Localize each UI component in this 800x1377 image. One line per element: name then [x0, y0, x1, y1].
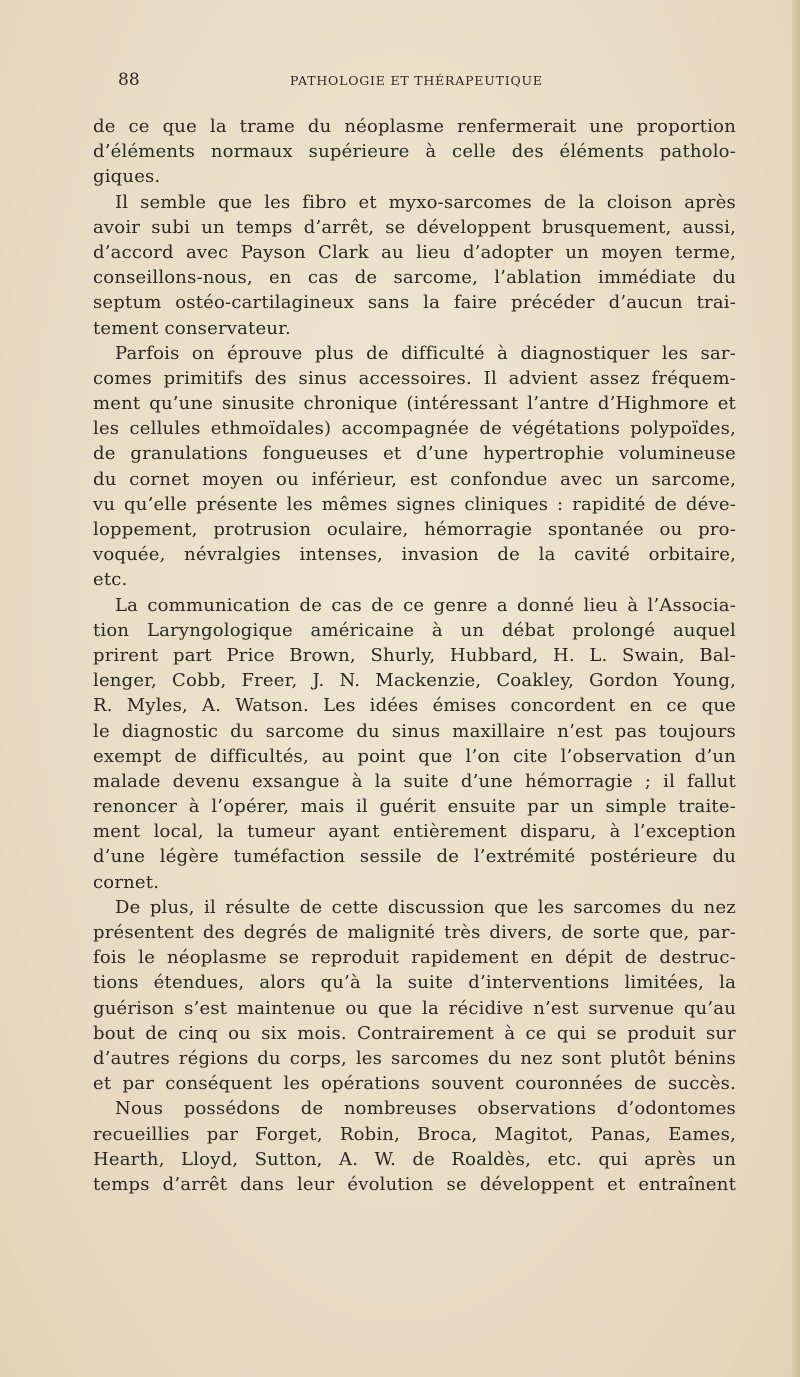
text-line: exempt de difficultés, au point que l’on cite l’observation d’un — [93, 745, 736, 767]
text-line: septum ostéo-cartilagineux sans la faire précéder d’aucun trai- — [93, 292, 736, 314]
body-text — [93, 114, 736, 1197]
text-line: La communication de cas de ce genre a donné lieu à l’Associa- — [115, 594, 736, 616]
text-line: R. Myles, A. Watson. Les idées émises concordent en ce que — [93, 695, 736, 717]
page-header — [118, 68, 686, 94]
text-line: du cornet moyen ou inférieur, est confondue avec un sarcome, — [93, 468, 736, 490]
text-line: d’une légère tuméfaction sessile de l’extrémité postérieure du — [93, 846, 736, 868]
text-line: le diagnostic du sarcome du sinus maxillaire n’est pas toujours — [93, 720, 736, 742]
text-line: fois le néoplasme se reproduit rapidement en dépit de destruc- — [93, 947, 736, 969]
text-line: bout de cinq ou six mois. Contrairement à ce qui se produit sur — [93, 1022, 736, 1044]
text-line: comes primitifs des sinus accessoires. Il advient assez fréquem- — [93, 367, 736, 389]
text-line: Nous possédons de nombreuses observations d’odontomes — [115, 1098, 736, 1120]
text-line: tions étendues, alors qu’à la suite d’interventions limitées, la — [93, 972, 736, 994]
page-number: 88 — [118, 70, 140, 90]
text-line: tion Laryngologique américaine à un débat prolongé auquel — [93, 619, 736, 641]
text-line: d’éléments normaux supérieure à celle des éléments patholo- — [93, 141, 736, 163]
text-line: Parfois on éprouve plus de difficulté à diagnostiquer les sar- — [115, 342, 736, 364]
text-line: guérison s’est maintenue ou que la récidive n’est survenue qu’au — [93, 997, 736, 1019]
text-line: temps d’arrêt dans leur évolution se développent et entraînent — [93, 1173, 736, 1195]
text-line: lenger, Cobb, Freer, J. N. Mackenzie, Coakley, Gordon Young, — [93, 670, 736, 692]
text-line: ment qu’une sinusite chronique (intéressant l’antre d’Highmore et — [93, 393, 736, 415]
text-line: etc. — [93, 569, 128, 591]
text-line: de ce que la trame du néoplasme renfermerait une proportion — [93, 116, 736, 137]
text-line: ment local, la tumeur ayant entièrement disparu, à l’exception — [93, 821, 736, 843]
page-edge — [792, 0, 800, 1377]
text-line: malade devenu exsangue à la suite d’une hémorragie ; il fallut — [93, 770, 736, 792]
text-line: renoncer à l’opérer, mais il guérit ensuite par un simple traite- — [93, 796, 736, 818]
text-line: Il semble que les fibro et myxo-sarcomes de la cloison après — [115, 191, 736, 213]
text-line: présentent des degrés de malignité très divers, de sorte que, par- — [93, 922, 736, 943]
text-line: voquée, névralgies intenses, invasion de la cavité orbitaire, — [93, 544, 736, 566]
text-line: de granulations fongueuses et d’une hypertrophie volumineuse — [93, 443, 736, 465]
text-line: et par conséquent les opérations souvent couronnées de succès. — [93, 1073, 736, 1095]
text-line: giques. — [93, 166, 161, 188]
text-line: d’accord avec Payson Clark au lieu d’adopter un moyen terme, — [93, 241, 736, 263]
text-line: De plus, il résulte de cette discussion que les sarcomes du nez — [115, 896, 736, 918]
text-line: prirent part Price Brown, Shurly, Hubbard, H. L. Swain, Bal- — [93, 644, 736, 666]
text-line: cornet. — [93, 871, 160, 893]
text-line: tement conservateur. — [93, 317, 291, 339]
text-line: conseillons-nous, en cas de sarcome, l’ablation immédiate du — [93, 267, 736, 289]
text-line: Hearth, Lloyd, Sutton, A. W. de Roaldès, etc. qui après un — [93, 1148, 736, 1170]
running-head: PATHOLOGIE ET THÉRAPEUTIQUE — [290, 73, 543, 88]
text-line: recueillies par Forget, Robin, Broca, Magitot, Panas, Eames, — [93, 1123, 736, 1145]
text-line: les cellules ethmoïdales) accompagnée de végétations polypoïdes, — [93, 418, 736, 440]
text-line: avoir subi un temps d’arrêt, se développent brusquement, aussi, — [93, 216, 736, 238]
text-line: vu qu’elle présente les mêmes signes cliniques : rapidité de déve- — [93, 493, 736, 515]
text-line: loppement, protrusion oculaire, hémorragie spontanée ou pro- — [93, 519, 736, 540]
text-line: d’autres régions du corps, les sarcomes du nez sont plutôt bénins — [93, 1047, 736, 1069]
